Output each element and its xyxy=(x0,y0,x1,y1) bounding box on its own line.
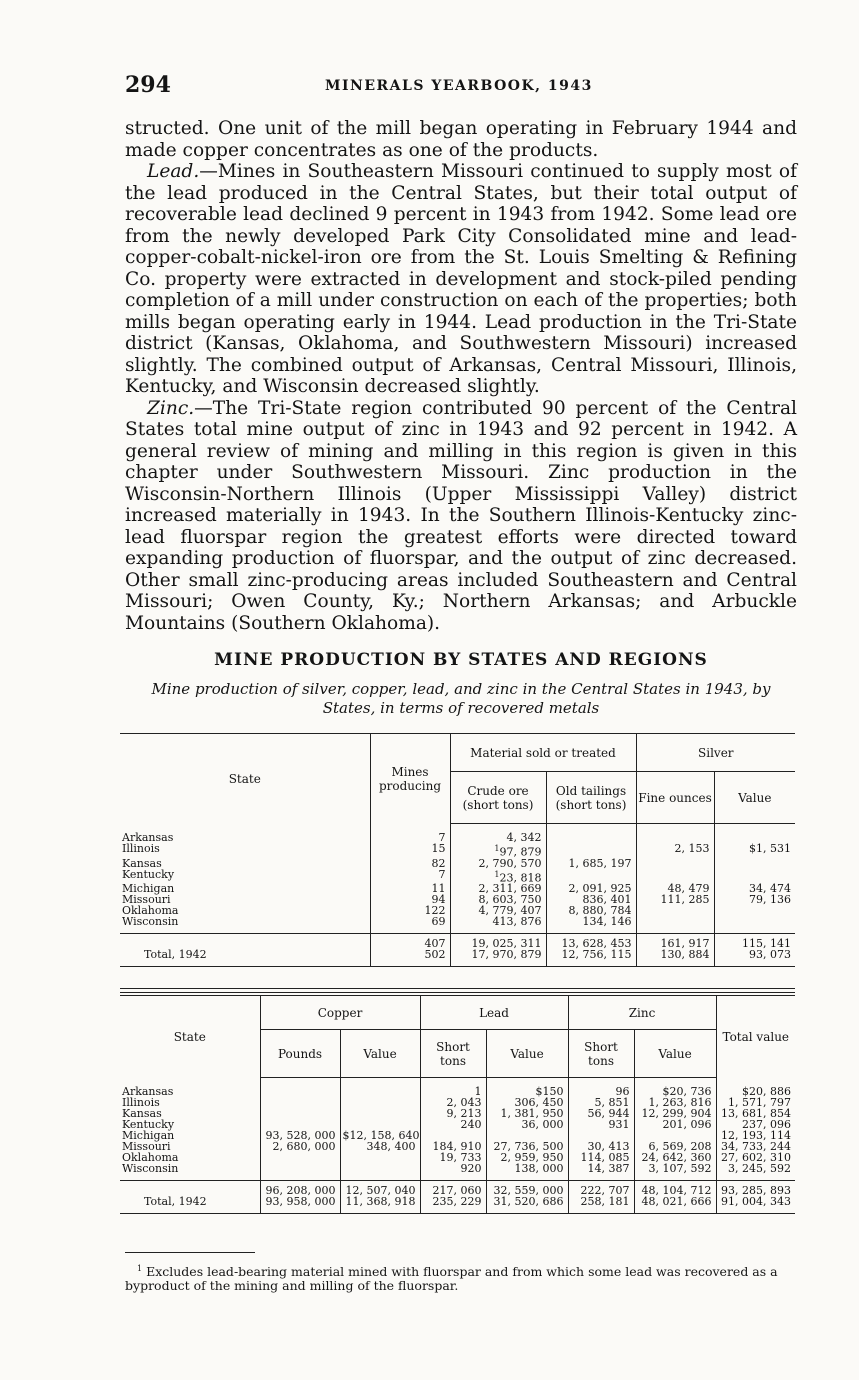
crude-ore xyxy=(450,858,546,869)
copper-value xyxy=(340,1108,420,1119)
copper-value: 348, 400 xyxy=(340,1141,420,1152)
silver-fine-ounces: 2, 153 xyxy=(636,843,714,858)
total-label xyxy=(120,1181,260,1197)
copper-value xyxy=(340,1152,420,1163)
col-header-silver-value: Value xyxy=(714,772,795,824)
old-tailings: 8, 880, 784 xyxy=(546,905,636,916)
state-name: Kentucky xyxy=(122,867,175,881)
old-tailings xyxy=(546,843,636,858)
state-name: Oklahoma xyxy=(122,1151,179,1164)
total-value: 12, 193, 114 xyxy=(716,1130,795,1141)
copper-pounds: 93, 528, 000 xyxy=(260,1130,340,1141)
total-label xyxy=(120,934,370,950)
cell-value: 97, 879 xyxy=(499,845,542,859)
crude-ore: 17, 970, 879 xyxy=(450,949,546,967)
col-header-lead-value: Value xyxy=(486,1030,568,1078)
footnote xyxy=(125,1262,797,1293)
table-row xyxy=(120,894,795,905)
total-1942-label: Total, 1942 xyxy=(120,949,370,967)
old-tailings: 13, 628, 453 xyxy=(546,934,636,950)
silver-value xyxy=(714,869,795,884)
state-name: Kansas xyxy=(122,856,162,870)
lead-value: 27, 736, 500 xyxy=(486,1141,568,1152)
section-title: MINE PRODUCTION BY STATES AND REGIONS xyxy=(214,650,708,670)
silver-fine-ounces xyxy=(636,916,714,934)
metals-production-table xyxy=(120,995,795,1214)
silver-value: 115, 141 xyxy=(714,934,795,950)
copper-pounds: 2, 680, 000 xyxy=(260,1141,340,1152)
footnote-text: Excludes lead-bearing material mined with fluorspar and from which some lead was recovered as a byproduct of the mining and milling of the fluorspar. xyxy=(125,1264,778,1294)
silver-fine-ounces xyxy=(636,858,714,869)
silver-value xyxy=(714,916,795,934)
cell-value: 2, 311, 669 xyxy=(478,882,542,896)
lead-short-tons: 217, 060 xyxy=(420,1181,486,1197)
silver-value: 93, 073 xyxy=(714,949,795,967)
zinc-value: 48, 104, 712 xyxy=(634,1181,716,1197)
footnote-rule xyxy=(125,1252,255,1253)
state-name: Michigan xyxy=(122,882,175,896)
crude-ore xyxy=(450,869,546,884)
table-row xyxy=(120,1119,795,1130)
total-1942-row xyxy=(120,1196,795,1214)
copper-value: 12, 507, 040 xyxy=(340,1181,420,1197)
cell-value: 4, 779, 407 xyxy=(478,904,542,918)
silver-production-table xyxy=(120,733,795,967)
total-value: 93, 285, 893 xyxy=(716,1181,795,1197)
old-tailings xyxy=(546,869,636,884)
zinc-short-tons: 931 xyxy=(568,1119,634,1130)
state-name: Arkansas xyxy=(122,830,174,844)
silver-value: 79, 136 xyxy=(714,894,795,905)
lead-short-tons: 235, 229 xyxy=(420,1196,486,1214)
total-value: $20, 886 xyxy=(716,1078,795,1098)
zinc-short-tons: 30, 413 xyxy=(568,1141,634,1152)
zinc-short-tons: 114, 085 xyxy=(568,1152,634,1163)
total-1942-row xyxy=(120,949,795,967)
copper-pounds xyxy=(260,1078,340,1098)
col-header-total-value: Total value xyxy=(716,996,795,1078)
lead-short-tons: 2, 043 xyxy=(420,1097,486,1108)
lead-short-tons: 184, 910 xyxy=(420,1141,486,1152)
col-header-state: State xyxy=(120,996,260,1078)
lead-value: 31, 520, 686 xyxy=(486,1196,568,1214)
zinc-value: 48, 021, 666 xyxy=(634,1196,716,1214)
state-name: Missouri xyxy=(122,893,171,907)
col-header-mines: Mines producing xyxy=(370,734,450,824)
crude-ore xyxy=(450,843,546,858)
silver-value xyxy=(714,858,795,869)
col-header-silver: Silver xyxy=(636,734,795,772)
total-row xyxy=(120,1181,795,1197)
copper-pounds: 96, 208, 000 xyxy=(260,1181,340,1197)
zinc-short-tons: 5, 851 xyxy=(568,1097,634,1108)
state-name: Wisconsin xyxy=(122,1162,179,1175)
copper-value: $12, 158, 640 xyxy=(340,1130,420,1141)
footnote-ref: 1 xyxy=(494,844,500,853)
lead-value: 2, 959, 950 xyxy=(486,1152,568,1163)
total-row xyxy=(120,934,795,950)
col-header-copper-value: Value xyxy=(340,1030,420,1078)
old-tailings: 1, 685, 197 xyxy=(546,858,636,869)
page-header xyxy=(125,72,795,100)
silver-value xyxy=(714,824,795,844)
zinc-value: $20, 736 xyxy=(634,1078,716,1098)
table-row xyxy=(120,1163,795,1181)
silver-fine-ounces: 48, 479 xyxy=(636,883,714,894)
table-row xyxy=(120,905,795,916)
footnote-ref: 1 xyxy=(494,869,500,879)
copper-pounds xyxy=(260,1163,340,1181)
copper-pounds xyxy=(260,1097,340,1108)
paragraph-1: structed. One unit of the mill began operating in February 1944 and made copper concentrates as one of the products. xyxy=(125,118,797,161)
lead-short-tons: 920 xyxy=(420,1163,486,1181)
mines-producing: 407 xyxy=(370,934,450,950)
mines-producing: 122 xyxy=(370,905,450,916)
total-value: 237, 096 xyxy=(716,1119,795,1130)
col-header-copper-pounds: Pounds xyxy=(260,1030,340,1078)
silver-value xyxy=(714,905,795,916)
state-name: Wisconsin xyxy=(122,915,179,929)
col-header-fine-ounces: Fine ounces xyxy=(636,772,714,824)
state-name: Michigan xyxy=(122,1129,175,1142)
mines-producing: 502 xyxy=(370,949,450,967)
state-name: Kansas xyxy=(122,1107,162,1120)
footnote-marker: 1 xyxy=(137,1264,143,1273)
copper-pounds xyxy=(260,1152,340,1163)
zinc-value: 12, 299, 904 xyxy=(634,1108,716,1119)
table-row xyxy=(120,916,795,934)
paragraph-lead: Lead.—Mines in Southeastern Missouri continued to supply most of the lead produced in the Central States, but their total output of recoverable lead declined 9 percent in 1943 from 1942. Some lead ore from the newly developed Park City Consolidated mine and lead-copper-cobalt-nickel-iron ore from the St. Louis Smelting & Refining Co. property were extracted in development and stock-piled pending completion of a mill under construction on each of the properties; both mills began operating early in 1944. Lead production in the Tri-State district (Kansas, Oklahoma, and Southwestern Missouri) increased slightly. The combined output of Arkansas, Central Missouri, Illinois, Kentucky, and Wisconsin decreased slightly. xyxy=(125,161,797,397)
zinc-short-tons: 222, 707 xyxy=(568,1181,634,1197)
table-row xyxy=(120,843,795,858)
zinc-short-tons: 96 xyxy=(568,1078,634,1098)
table-row xyxy=(120,858,795,869)
mines-producing: 7 xyxy=(370,824,450,844)
total-value: 3, 245, 592 xyxy=(716,1163,795,1181)
col-header-zinc: Zinc xyxy=(568,996,716,1030)
mines-producing: 11 xyxy=(370,883,450,894)
zinc-short-tons: 258, 181 xyxy=(568,1196,634,1214)
silver-value: 34, 474 xyxy=(714,883,795,894)
lead-value: 36, 000 xyxy=(486,1119,568,1130)
total-value: 27, 602, 310 xyxy=(716,1152,795,1163)
zinc-short-tons: 56, 944 xyxy=(568,1108,634,1119)
old-tailings: 12, 756, 115 xyxy=(546,949,636,967)
zinc-value: 6, 569, 208 xyxy=(634,1141,716,1152)
lead-short-tons: 9, 213 xyxy=(420,1108,486,1119)
total-value: 13, 681, 854 xyxy=(716,1108,795,1119)
lead-value: 32, 559, 000 xyxy=(486,1181,568,1197)
lead-short-tons: 1 xyxy=(420,1078,486,1098)
zinc-value: 201, 096 xyxy=(634,1119,716,1130)
col-header-material: Material sold or treated xyxy=(450,734,636,772)
total-value: 91, 004, 343 xyxy=(716,1196,795,1214)
total-value: 1, 571, 797 xyxy=(716,1097,795,1108)
state-name: Oklahoma xyxy=(122,904,179,918)
copper-value xyxy=(340,1078,420,1098)
silver-fine-ounces: 161, 917 xyxy=(636,934,714,950)
state-name: Arkansas xyxy=(122,1084,174,1098)
mines-producing: 82 xyxy=(370,858,450,869)
copper-value: 11, 368, 918 xyxy=(340,1196,420,1214)
cell-value: 8, 603, 750 xyxy=(478,893,542,907)
cell-value: 4, 342 xyxy=(506,831,542,844)
lead-short-tons: 19, 733 xyxy=(420,1152,486,1163)
state-name: Illinois xyxy=(122,842,160,855)
col-header-lead: Lead xyxy=(420,996,568,1030)
crude-ore xyxy=(450,824,546,844)
crude-ore xyxy=(450,916,546,934)
copper-value xyxy=(340,1163,420,1181)
copper-pounds: 93, 958, 000 xyxy=(260,1196,340,1214)
state-name: Kentucky xyxy=(122,1118,175,1131)
mines-producing: 94 xyxy=(370,894,450,905)
table-caption: Mine production of silver, copper, lead, and zinc in the Central States in 1943, by States, in terms of recovered metals xyxy=(151,680,771,717)
cell-value: 23, 818 xyxy=(499,871,542,885)
lead-value: 1, 381, 950 xyxy=(486,1108,568,1119)
paragraph-zinc: Zinc.—The Tri-State region contributed 90 percent of the Central States total mine output of zinc in 1943 and 92 percent in 1942. A general review of mining and milling in this region is given in this chapter under Southwestern Missouri. Zinc production in the Wisconsin-Northern Illinois (Upper Mississippi Valley) district increased materially in 1943. In the Southern Illinois-Kentucky zinc-lead fluorspar region the greatest efforts were directed toward expanding production of fluorspar, and the output of zinc decreased. Other small zinc-producing areas included Southeastern and Central Missouri; Owen County, Ky.; Northern Arkansas; and Arbuckle Mountains (Southern Oklahoma). xyxy=(125,397,797,634)
table-divider xyxy=(120,988,795,993)
table-row xyxy=(120,1078,795,1098)
old-tailings xyxy=(546,824,636,844)
mines-producing: 15 xyxy=(370,843,450,858)
zinc-short-tons: 14, 387 xyxy=(568,1163,634,1181)
col-header-state: State xyxy=(120,734,370,824)
lead-short-tons: 240 xyxy=(420,1119,486,1130)
col-header-old-tailings: Old tailings (short tons) xyxy=(546,772,636,824)
col-header-zinc-short-tons: Short tons xyxy=(568,1030,634,1078)
state-name: Illinois xyxy=(122,1096,160,1109)
page-number: 294 xyxy=(125,72,171,98)
old-tailings: 134, 146 xyxy=(546,916,636,934)
table-row xyxy=(120,869,795,884)
lead-heading: Lead. xyxy=(147,161,200,182)
col-header-zinc-value: Value xyxy=(634,1030,716,1078)
crude-ore: 19, 025, 311 xyxy=(450,934,546,950)
old-tailings: 2, 091, 925 xyxy=(546,883,636,894)
copper-pounds xyxy=(260,1108,340,1119)
total-1942-label: Total, 1942 xyxy=(120,1196,260,1214)
silver-fine-ounces: 130, 884 xyxy=(636,949,714,967)
col-header-crude-ore: Crude ore (short tons) xyxy=(450,772,546,824)
silver-value: $1, 531 xyxy=(714,843,795,858)
zinc-value: 3, 107, 592 xyxy=(634,1163,716,1181)
copper-value xyxy=(340,1097,420,1108)
silver-fine-ounces: 111, 285 xyxy=(636,894,714,905)
silver-fine-ounces xyxy=(636,905,714,916)
mines-producing: 7 xyxy=(370,869,450,884)
body-text xyxy=(125,118,797,634)
zinc-value: 24, 642, 360 xyxy=(634,1152,716,1163)
col-header-lead-short-tons: Short tons xyxy=(420,1030,486,1078)
cell-value: 413, 876 xyxy=(492,915,542,929)
silver-fine-ounces xyxy=(636,869,714,884)
state-name: Missouri xyxy=(122,1140,171,1153)
col-header-copper: Copper xyxy=(260,996,420,1030)
lead-value: $150 xyxy=(486,1078,568,1098)
mines-producing: 69 xyxy=(370,916,450,934)
table-row xyxy=(120,824,795,844)
lead-value: 138, 000 xyxy=(486,1163,568,1181)
silver-fine-ounces xyxy=(636,824,714,844)
cell-value: 2, 790, 570 xyxy=(478,856,542,870)
zinc-heading: Zinc. xyxy=(147,397,195,419)
old-tailings: 836, 401 xyxy=(546,894,636,905)
lead-value: 306, 450 xyxy=(486,1097,568,1108)
total-value: 34, 733, 244 xyxy=(716,1141,795,1152)
running-head: MINERALS YEARBOOK, 1943 xyxy=(325,78,593,94)
zinc-value: 1, 263, 816 xyxy=(634,1097,716,1108)
